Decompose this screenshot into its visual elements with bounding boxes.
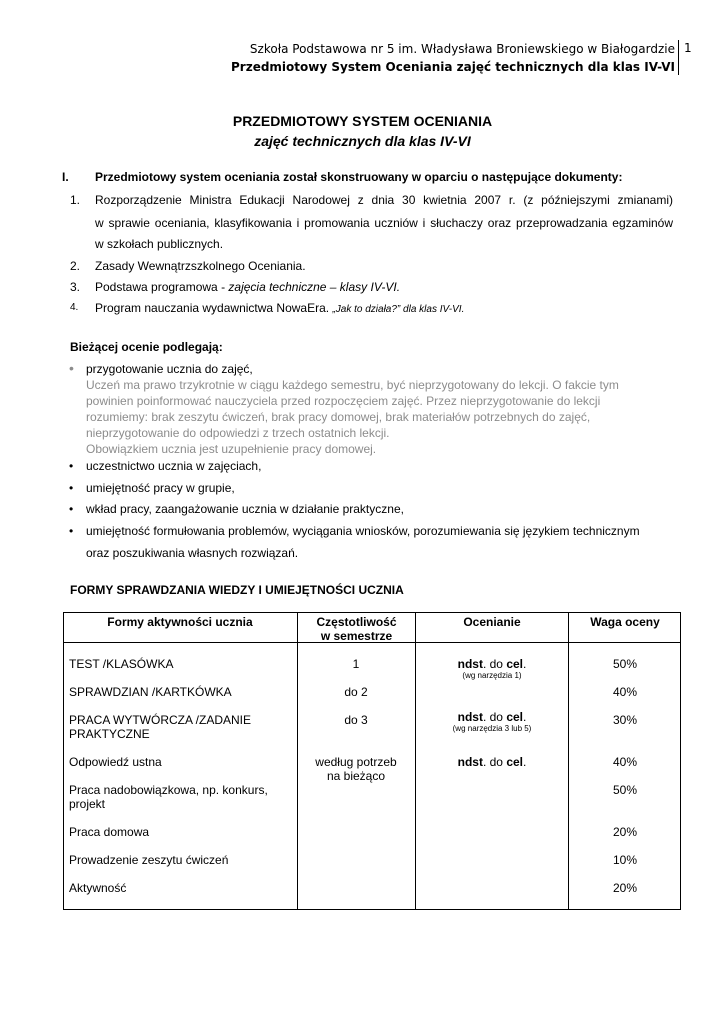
table-cell-form: Prowadzenie zeszytu ćwiczeń xyxy=(69,853,229,867)
header-school-name: Szkoła Podstawowa nr 5 im. Władysława Broniewskiego w Białogardzie xyxy=(249,42,675,56)
page-title: PRZEDMIOTOWY SYSTEM OCENIANIA xyxy=(232,113,493,129)
table-cell-grading: ndst. do cel. xyxy=(457,755,527,769)
list-item: uczestnictwo ucznia w zajęciach, xyxy=(86,459,262,473)
list-text: Rozporządzenie Ministra Edukacji Narodowej z dnia 30 kwietnia 2007 r. (z późniejszymi zmianami) xyxy=(95,193,673,207)
list-item: umiejętność formułowania problemów, wyciągania wniosków, porozumiewania się językiem technicznym xyxy=(86,524,640,538)
current-grading-heading: Bieżącej ocenie podlegają: xyxy=(70,340,223,354)
column-header: Częstotliwość xyxy=(316,615,397,629)
header-document-title: Przedmiotowy System Oceniania zajęć technicznych dla klas IV-VI xyxy=(231,60,675,74)
note-line: nieprzygotowanie do odpowiedzi z trzech ostatnich lekcji. xyxy=(86,426,390,440)
table-cell-form: Praca domowa xyxy=(69,825,150,839)
list-text: Program nauczania wydawnictwa NowaEra. „Jak to działa?” dla klas IV-VI. xyxy=(95,301,465,315)
table-cell-frequency: 1 xyxy=(352,657,360,671)
note-line: powinien poinformować nauczyciela przed rozpoczęciem zajęć. Przez nieprzygotowanie do lekcji xyxy=(86,394,601,408)
section-text: Przedmiotowy system oceniania został skonstruowany w oparciu o następujące dokumenty: xyxy=(95,170,623,184)
table-cell-frequency: według potrzeb na bieżąco xyxy=(315,755,397,783)
table-cell-form: Praca nadobowiązkowa, np. konkurs, projekt xyxy=(69,783,268,811)
list-number: 1. xyxy=(70,193,81,207)
table-cell-weight: 40% xyxy=(612,755,638,769)
list-item: wkład pracy, zaangażowanie ucznia w działanie praktyczne, xyxy=(86,502,404,516)
table-cell-frequency: do 3 xyxy=(344,713,368,727)
table-cell-form: Aktywność xyxy=(69,881,127,895)
list-text: w szkołach publicznych. xyxy=(95,237,224,251)
note-line: Uczeń ma prawo trzykrotnie w ciągu każdego semestru, być nieprzygotowany do lekcji. O fakcie tym xyxy=(86,378,619,392)
list-number: 4. xyxy=(70,302,79,313)
table-cell-form: Odpowiedź ustna xyxy=(69,755,162,769)
list-text: Podstawa programowa - zajęcia techniczne – klasy IV-VI. xyxy=(95,280,401,294)
column-header: w semestrze xyxy=(320,629,393,643)
list-text: w sprawie oceniania, klasyfikowania i promowania uczniów i słuchaczy oraz przeprowadzania egzaminów xyxy=(95,216,673,230)
note-line: rozumiemy: brak zeszytu ćwiczeń, brak pracy domowej, brak materiałów potrzebnych do zajęć, xyxy=(86,410,591,424)
forms-heading: FORMY SPRAWDZANIA WIEDZY I UMIEJĘTNOŚCI UCZNIA xyxy=(70,583,404,597)
table-cell-frequency: do 2 xyxy=(344,685,368,699)
bullet-icon: • xyxy=(69,481,74,495)
table-cell-form: PRACA WYTWÓRCZA /ZADANIE PRAKTYCZNE xyxy=(69,713,252,741)
list-item: umiejętność pracy w grupie, xyxy=(86,481,235,495)
table-cell-form: SPRAWDZIAN /KARTKÓWKA xyxy=(69,685,232,699)
column-header: Ocenianie xyxy=(463,615,521,629)
table-cell-grading: ndst. do cel. (wg narzędzia 1) xyxy=(457,657,527,680)
list-item: przygotowanie ucznia do zajęć, xyxy=(86,362,253,376)
header-divider xyxy=(678,40,679,75)
note-line: Obowiązkiem ucznia jest uzupełnienie pracy domowej. xyxy=(86,442,377,456)
list-text: Zasady Wewnątrzszkolnego Oceniania. xyxy=(95,259,306,273)
table-cell-weight: 50% xyxy=(612,657,638,671)
table-cell-form: TEST /KLASÓWKA xyxy=(69,657,174,671)
page-number: 1 xyxy=(684,41,692,55)
list-number: 2. xyxy=(70,259,81,273)
section-number: I. xyxy=(62,170,69,184)
column-header: Formy aktywności ucznia xyxy=(107,615,253,629)
bullet-icon: • xyxy=(69,524,74,538)
table-cell-grading: ndst. do cel. (wg narzędzia 3 lub 5) xyxy=(452,710,532,733)
list-item-continuation: oraz poszukiwania własnych rozwiązań. xyxy=(86,546,299,560)
table-cell-weight: 40% xyxy=(612,685,638,699)
table-cell-weight: 50% xyxy=(612,783,638,797)
bullet-icon: • xyxy=(69,502,74,516)
column-header: Waga oceny xyxy=(590,615,660,629)
page-subtitle: zajęć technicznych dla klas IV-VI xyxy=(254,133,471,149)
list-number: 3. xyxy=(70,280,81,294)
bullet-icon: • xyxy=(69,459,74,473)
table-cell-weight: 20% xyxy=(612,825,638,839)
table-cell-weight: 20% xyxy=(612,881,638,895)
table-cell-weight: 30% xyxy=(612,713,638,727)
table-cell-weight: 10% xyxy=(612,853,638,867)
bullet-icon: • xyxy=(69,360,74,376)
